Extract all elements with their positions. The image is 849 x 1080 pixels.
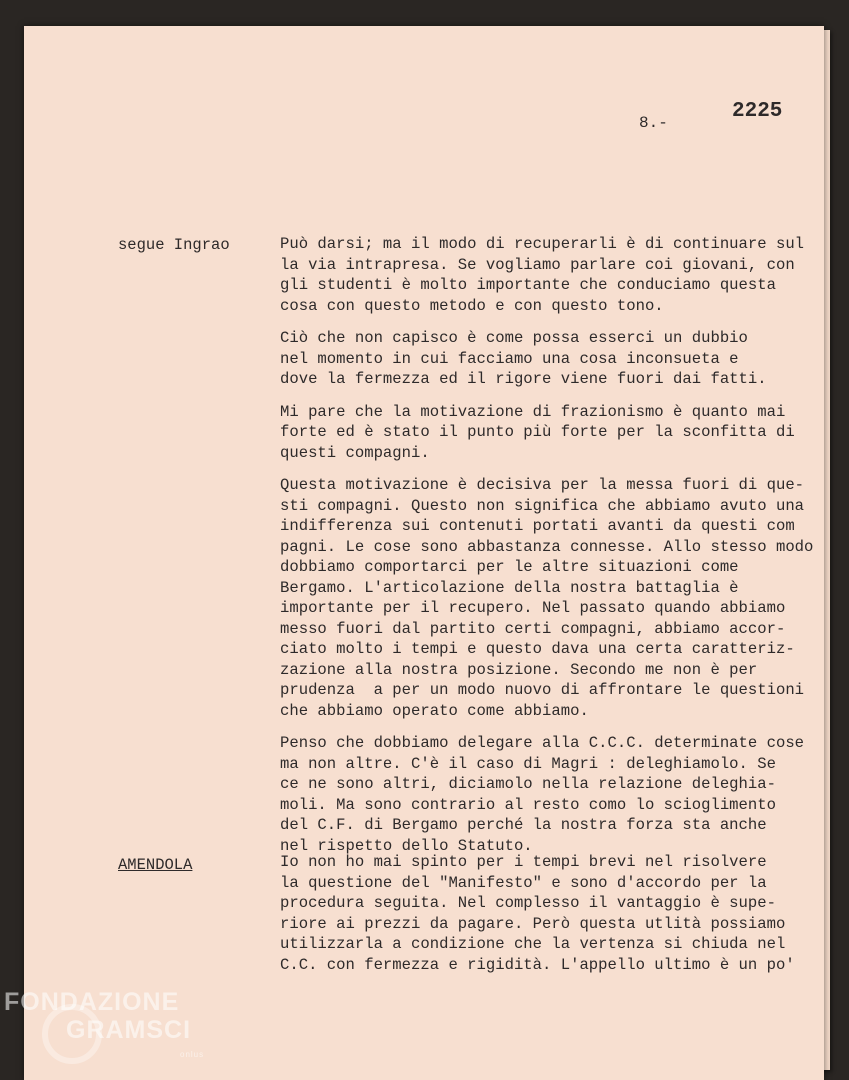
paragraph: Io non ho mai spinto per i tempi brevi nel risolvere la questione del "Manifesto" e sono d'accordo per la procedura seguita. Nel complesso il vantaggio è supe- riore ai prezzi da pagare. Però questa utlità possiamo utilizzarla a condizione che la vertenza si chiuda nel C.C. con fermezza e rigidità. L'appello ultimo è un po' — [280, 853, 795, 974]
speaker-label: AMENDOLA — [118, 856, 193, 874]
watermark-line1: FONDAZIONE — [4, 988, 180, 1016]
speaker-label: segue Ingrao — [118, 236, 230, 254]
page-number: 2225 — [732, 100, 783, 123]
watermark-line2: GRAMSCI — [66, 1016, 192, 1044]
speech-block — [280, 852, 828, 987]
paragraph: Mi pare che la motivazione di frazionismo è quanto mai forte ed è stato il punto più forte per la sconfitta di questi compagni. — [280, 402, 795, 462]
document-page — [24, 26, 824, 1080]
watermark-logo-icon — [42, 1004, 102, 1064]
page-sequence: 8.- — [639, 114, 668, 132]
paragraph: Ciò che non capisco è come possa esserci un dubbio nel momento in cui facciamo una cosa inconsueta e dove la fermezza ed il rigore viene fuori dai fatti. — [280, 329, 767, 388]
paragraph: Questa motivazione è decisiva per la messa fuori di que- sti compagni. Questo non significa che abbiamo avuto una indifferenza sui contenuti portati avanti da questi com pagni. Le cose sono abbastanza connesse. Allo stesso modo dobbiamo comportarci per le altre situazioni come Bergamo. L'articolazione della nostra battaglia è importante per il recupero. Nel passato quando abbiamo messo fuori dal partito certi compagni, abbiamo accor- ciato molto i tempi e questo dava una certa caratteriz- zazione alla nostra posizione. Secondo me non è per prudenza a per un modo nuovo di affrontare le questioni che abbiamo operato come abbiamo. — [280, 476, 814, 720]
paragraph: Può darsi; ma il modo di recuperarli è di continuare sul la via intrapresa. Se vogliamo parlare coi giovani, con gli studenti è molto importante che conduciamo questa cosa con questo metodo e con questo tono. — [280, 235, 805, 315]
archive-watermark — [4, 988, 214, 1059]
paragraph: Penso che dobbiamo delegare alla C.C.C. determinate cose ma non altre. C'è il caso di Magri : deleghiamolo. Se ce ne sono altri, diciamolo nella relazione deleghia- moli. Ma sono contrario al resto como lo scioglimento del C.F. di Bergamo perché la nostra forza sta anche nel rispetto dello Statuto. — [280, 734, 805, 855]
speech-block — [280, 234, 828, 868]
watermark-sub: onlus — [180, 1050, 205, 1059]
